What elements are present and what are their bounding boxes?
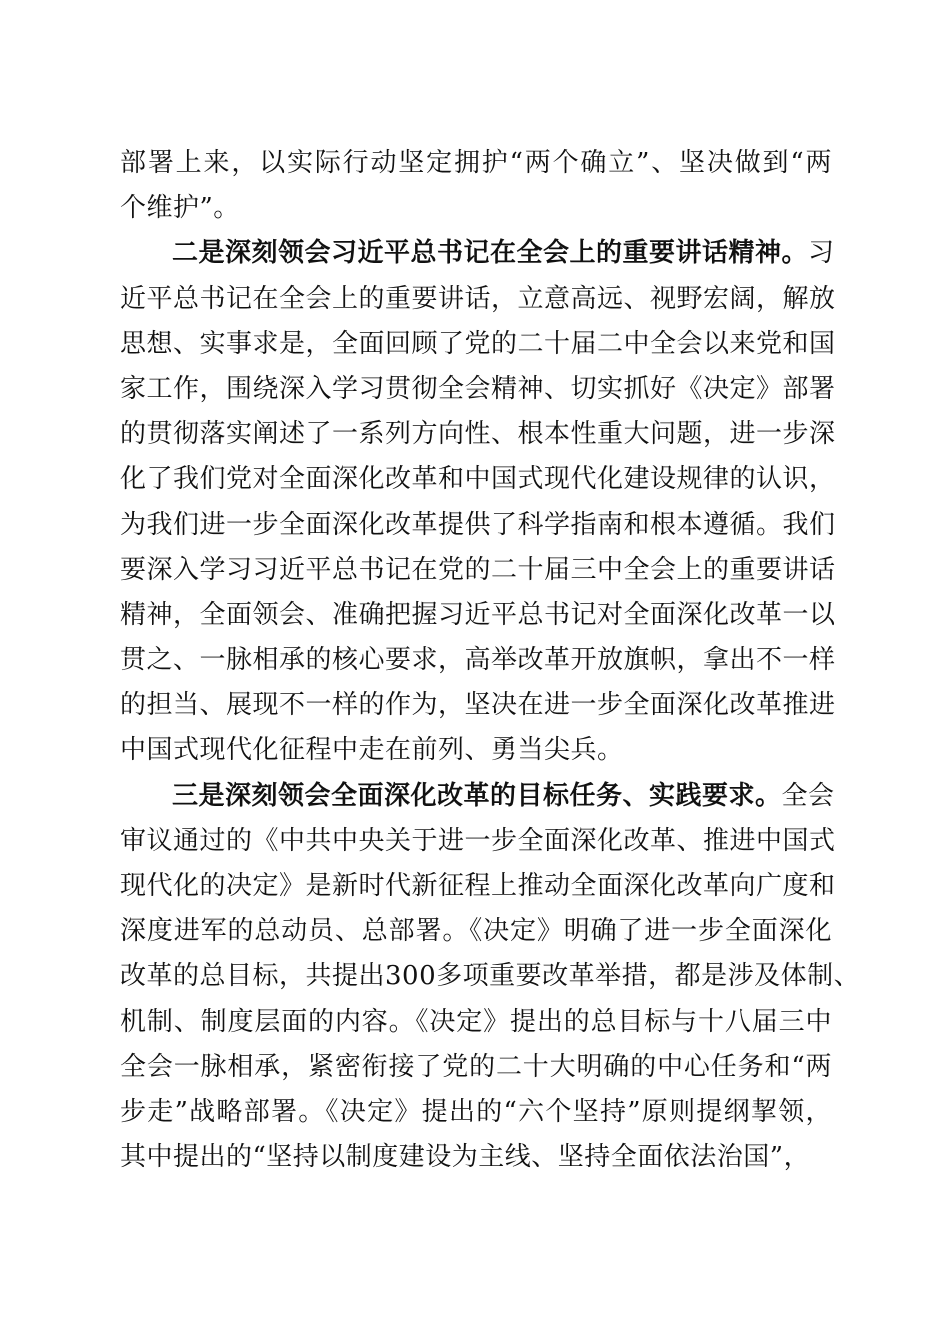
paragraph-1 xyxy=(120,141,832,231)
text-line: 化了我们党对全面深化改革和中国式现代化建设规律的认识， xyxy=(120,464,836,495)
text-line: 中国式现代化征程中走在前列、勇当尖兵。 xyxy=(120,735,624,766)
paragraph-heading: 二是深刻领会习近平总书记在全会上的重要讲话精神。 xyxy=(172,238,809,269)
body-text xyxy=(120,141,861,1180)
text-line: 改革的总目标，共提出300多项重要改革举措，都是涉及体制、 xyxy=(120,961,861,992)
text-line: 家工作，围绕深入学习贯彻全会精神、切实抓好《决定》部署 xyxy=(120,373,836,404)
text-line: 的担当、展现不一样的作为，坚决在进一步全面深化改革推进 xyxy=(120,690,836,721)
text-line: 近平总书记在全会上的重要讲话，立意高远、视野宏阔，解放 xyxy=(120,283,836,314)
text-line: 机制、制度层面的内容。《决定》提出的总目标与十八届三中 xyxy=(120,1006,832,1037)
text-line: 全会一脉相承，紧密衔接了党的二十大明确的中心任务和“两 xyxy=(120,1051,832,1082)
text-line: 的贯彻落实阐述了一系列方向性、根本性重大问题，进一步深 xyxy=(120,419,836,450)
text-line: 现代化的决定》是新时代新征程上推动全面深化改革向广度和 xyxy=(120,871,836,901)
paragraph-heading-line xyxy=(120,774,835,819)
text-line: 个维护”。 xyxy=(120,193,240,224)
text-line: 精神，全面领会、准确把握习近平总书记对全面深化改革一以 xyxy=(120,599,836,630)
text-line: 步走”战略部署。《决定》提出的“六个坚持”原则提纲挈领， xyxy=(120,1096,832,1127)
paragraph-2 xyxy=(120,231,836,773)
paragraph-heading-line xyxy=(120,231,835,276)
text-line: 贯之、一脉相承的核心要求，高举改革开放旗帜，拿出不一样 xyxy=(120,645,836,676)
paragraph-heading: 三是深刻领会全面深化改革的目标任务、实践要求。 xyxy=(172,780,782,811)
text-line: 其中提出的“坚持以制度建设为主线、坚持全面依法治国”， xyxy=(120,1142,811,1173)
text-line: 要深入学习习近平总书记在党的二十届三中全会上的重要讲话 xyxy=(120,554,836,585)
heading-continuation: 习 xyxy=(808,238,835,269)
text-line: 深度进军的总动员、总部署。《决定》明确了进一步全面深化 xyxy=(120,916,832,947)
text-line: 部署上来，以实际行动坚定拥护“两个确立”、坚决做到“两 xyxy=(120,148,832,178)
text-line: 审议通过的《中共中央关于进一步全面深化改革、推进中国式 xyxy=(120,825,836,856)
text-line: 为我们进一步全面深化改革提供了科学指南和根本遵循。我们 xyxy=(120,509,836,540)
heading-continuation: 全会 xyxy=(781,780,835,811)
text-line: 思想、实事求是，全面回顾了党的二十届二中全会以来党和国 xyxy=(120,328,836,359)
paragraph-3 xyxy=(120,774,861,1181)
